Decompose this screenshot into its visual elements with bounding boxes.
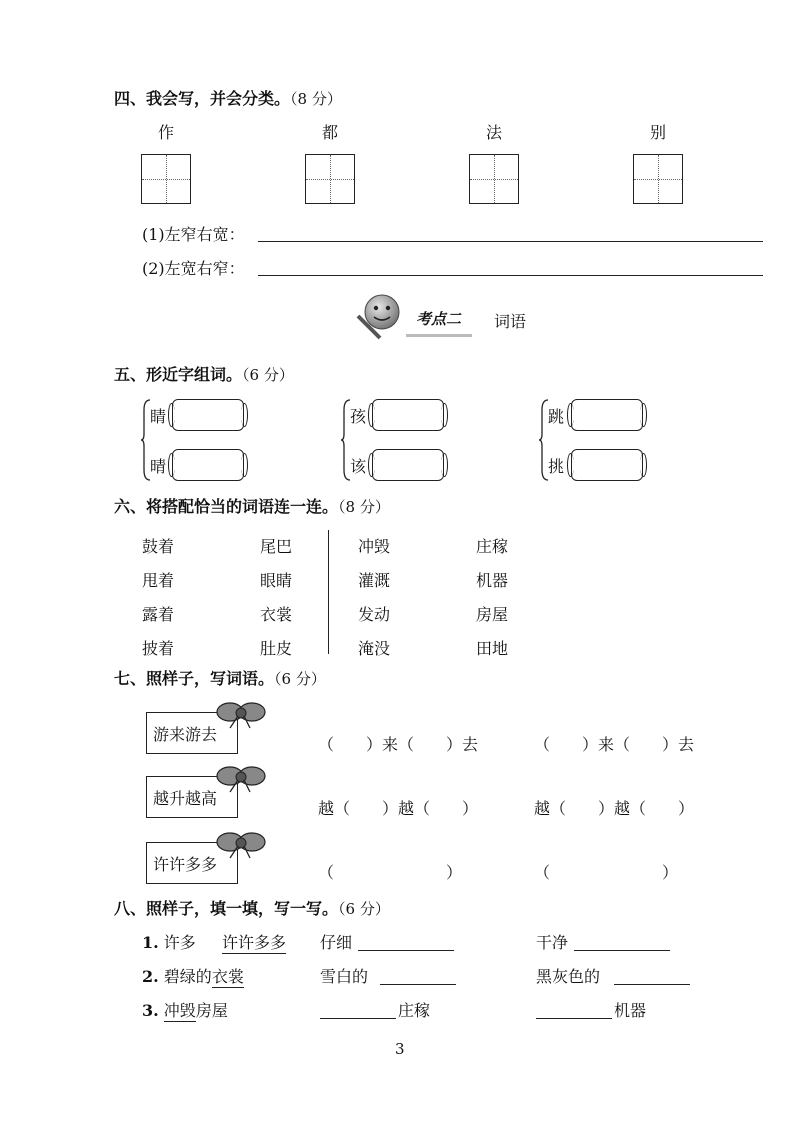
answer-line[interactable] — [574, 950, 670, 951]
section4-title: 四、我会写，并会分类。（8 分） — [114, 89, 342, 108]
divider — [328, 530, 329, 654]
writing-grid[interactable] — [633, 154, 683, 204]
match-word[interactable]: 机器 — [476, 571, 509, 590]
q1-label: (1)左窄右宽： — [142, 225, 245, 244]
badge-label: 考点二 — [416, 310, 462, 328]
writing-grid[interactable] — [305, 154, 355, 204]
item-number: 3. — [142, 1001, 159, 1020]
char-label: 别 — [650, 123, 667, 142]
writing-grid[interactable] — [141, 154, 191, 204]
char-label: 晴 — [150, 457, 167, 476]
fill-blank[interactable]: （ ） — [318, 863, 463, 882]
fill-blank[interactable]: 越（ ）越（ ） — [534, 799, 695, 818]
fill-blank[interactable]: （ ）来（ ）去 — [534, 735, 695, 754]
writing-grid[interactable] — [469, 154, 519, 204]
prompt-word: 机器 — [614, 1001, 647, 1020]
fill-blank[interactable]: （ ）来（ ）去 — [318, 735, 479, 754]
example-word: 许许多多 — [153, 855, 218, 874]
prompt-word: 干净 — [536, 933, 569, 952]
example-word: 碧绿的 — [163, 967, 212, 986]
answer-line[interactable] — [358, 950, 454, 951]
word-box[interactable] — [372, 449, 444, 481]
page-number: 3 — [395, 1040, 405, 1058]
match-word[interactable]: 淹没 — [358, 639, 391, 658]
char-label: 都 — [322, 123, 339, 142]
item-row — [142, 964, 244, 987]
badge-title: 词语 — [494, 312, 527, 331]
example-word: 游来游去 — [153, 725, 218, 744]
answer-line[interactable] — [614, 984, 690, 985]
match-word[interactable]: 甩着 — [142, 571, 175, 590]
q2-label: (2)左宽右窄： — [142, 259, 245, 278]
section5-title: 五、形近字组词。（6 分） — [114, 365, 294, 384]
prompt-word: 黑灰色的 — [536, 967, 601, 986]
example-answer: 衣裳 — [211, 967, 244, 986]
word-box[interactable] — [172, 399, 244, 431]
fill-blank[interactable]: 越（ ）越（ ） — [318, 799, 479, 818]
answer-line[interactable] — [320, 1018, 396, 1019]
char-label: 挑 — [548, 457, 565, 476]
match-word[interactable]: 眼睛 — [260, 571, 293, 590]
item-number: 2. — [142, 967, 159, 986]
match-word[interactable]: 田地 — [476, 639, 509, 658]
match-word[interactable]: 衣裳 — [260, 605, 293, 624]
example-word: 房屋 — [195, 1001, 228, 1020]
word-column — [358, 530, 390, 666]
item-row — [142, 998, 228, 1021]
fill-blank[interactable]: （ ） — [534, 863, 679, 882]
match-word[interactable]: 披着 — [142, 639, 175, 658]
match-word[interactable]: 灌溉 — [358, 571, 391, 590]
word-box[interactable] — [172, 449, 244, 481]
prompt-word: 仔细 — [320, 933, 353, 952]
match-word[interactable]: 冲毁 — [358, 537, 391, 556]
word-column — [142, 530, 174, 666]
answer-line[interactable] — [536, 1018, 612, 1019]
char-label: 跳 — [548, 407, 565, 426]
section7-title: 七、照样子，写词语。（6 分） — [114, 669, 326, 688]
example-answer: 冲毁 — [163, 1001, 196, 1020]
item-row — [142, 930, 286, 953]
char-label: 孩 — [350, 407, 367, 426]
section8-title: 八、照样子，填一填，写一写。（6 分） — [114, 899, 390, 918]
char-label: 该 — [350, 457, 367, 476]
word-box[interactable] — [571, 399, 643, 431]
section6-title: 六、将搭配恰当的词语连一连。（8 分） — [114, 497, 390, 516]
match-word[interactable]: 庄稼 — [476, 537, 509, 556]
prompt-word: 庄稼 — [398, 1001, 431, 1020]
answer-line[interactable] — [258, 275, 763, 276]
example-word: 越升越高 — [153, 789, 218, 808]
answer-line[interactable] — [258, 241, 763, 242]
char-label: 睛 — [150, 407, 167, 426]
match-word[interactable]: 肚皮 — [260, 639, 293, 658]
prompt-word: 雪白的 — [320, 967, 369, 986]
answer-line[interactable] — [380, 984, 456, 985]
char-label: 法 — [486, 123, 503, 142]
example-word: 许多 — [163, 933, 196, 952]
bow-icon — [216, 762, 268, 794]
match-word[interactable]: 露着 — [142, 605, 175, 624]
example-answer: 许许多多 — [222, 933, 287, 952]
match-word[interactable]: 鼓着 — [142, 537, 175, 556]
item-number: 1. — [142, 933, 159, 952]
word-box[interactable] — [372, 399, 444, 431]
match-word[interactable]: 尾巴 — [260, 537, 293, 556]
char-label: 作 — [158, 123, 175, 142]
match-word[interactable]: 房屋 — [476, 605, 509, 624]
word-column — [260, 530, 292, 666]
bow-icon — [216, 698, 268, 730]
word-box[interactable] — [571, 449, 643, 481]
bow-icon — [216, 828, 268, 860]
section-badge — [350, 292, 478, 344]
word-column — [476, 530, 508, 666]
match-word[interactable]: 发动 — [358, 605, 391, 624]
